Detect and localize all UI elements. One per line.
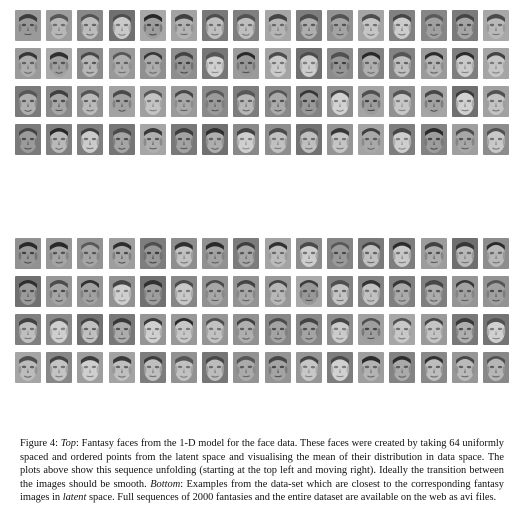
fantasy-face [140,10,166,41]
caption-part-2: : Examples from the data-set which are closest to the corresponding fantasy images in [20,478,504,504]
fantasy-face [15,10,41,41]
nearest-dataset-face [233,238,259,269]
face-row [15,238,509,276]
nearest-dataset-face [296,314,322,345]
nearest-dataset-face [327,238,353,269]
face-row [15,314,509,352]
face-row [15,352,509,390]
fantasy-face [358,124,384,155]
fantasy-face [389,86,415,117]
nearest-dataset-face [171,238,197,269]
nearest-dataset-face [15,276,41,307]
nearest-dataset-face [327,276,353,307]
nearest-dataset-face [452,238,478,269]
nearest-dataset-face [77,314,103,345]
fantasy-face [171,48,197,79]
fantasy-face [452,86,478,117]
fantasy-face [140,86,166,117]
nearest-dataset-face [171,276,197,307]
nearest-dataset-face [483,352,509,383]
nearest-dataset-face [358,276,384,307]
nearest-dataset-face [421,314,447,345]
bottom-label: Bottom [150,478,181,490]
nearest-dataset-face [15,238,41,269]
fantasy-face [358,86,384,117]
nearest-dataset-face [265,352,291,383]
face-row [15,86,509,124]
fantasy-face [140,48,166,79]
fantasy-face [233,10,259,41]
nearest-dataset-face [140,238,166,269]
nearest-dataset-face [296,276,322,307]
nearest-dataset-face [389,276,415,307]
nearest-dataset-face [46,276,72,307]
nearest-dataset-face [483,314,509,345]
nearest-dataset-face [296,238,322,269]
nearest-dataset-face [77,352,103,383]
nearest-dataset-face [202,314,228,345]
nearest-dataset-face [233,314,259,345]
nearest-dataset-face [233,276,259,307]
nearest-dataset-face [389,352,415,383]
fantasy-face [46,124,72,155]
fantasy-face [15,86,41,117]
nearest-dataset-face [327,314,353,345]
fantasy-face [140,124,166,155]
fantasy-face [483,86,509,117]
fantasy-face [421,124,447,155]
nearest-dataset-face [202,238,228,269]
nearest-dataset-face [15,314,41,345]
fantasy-face [171,124,197,155]
nearest-dataset-face [296,352,322,383]
fantasy-face [233,124,259,155]
fantasy-face [77,124,103,155]
fantasy-face [483,10,509,41]
fantasy-face [233,48,259,79]
fantasy-face [327,10,353,41]
fantasy-face [389,124,415,155]
nearest-dataset-face [109,352,135,383]
fantasy-face [296,86,322,117]
fantasy-face [46,10,72,41]
fantasy-face [233,86,259,117]
nearest-dataset-face [358,352,384,383]
nearest-dataset-face [483,276,509,307]
fantasy-face [171,86,197,117]
caption-part-1: : Fantasy faces from the 1-D model for the face data. These faces were created by taking 64 uniformly spaced and ordered points from the latent space and visualising the mean of their distribution in data space. The plots above show this sequence unfolding (starting at the top left and moving right). Ideally the transition between the images should be smooth. [20,438,504,490]
fantasy-face [296,48,322,79]
fantasy-face [358,48,384,79]
fantasy-face [109,48,135,79]
nearest-dataset-face [109,276,135,307]
fantasy-face [483,124,509,155]
fantasy-face [421,10,447,41]
nearest-dataset-face [358,314,384,345]
nearest-dataset-face [452,276,478,307]
nearest-dataset-face [109,314,135,345]
figure-label: Figure 4: [20,438,58,449]
fantasy-face [202,48,228,79]
fantasy-face [265,10,291,41]
fantasy-face [46,48,72,79]
fantasy-face [202,10,228,41]
nearest-dataset-face [202,352,228,383]
fantasy-face [265,86,291,117]
nearest-dataset-face [140,352,166,383]
nearest-dataset-face [421,352,447,383]
nearest-dataset-face [77,276,103,307]
fantasy-face [389,10,415,41]
fantasy-face [202,124,228,155]
latent-word: latent [62,492,87,504]
fantasy-face [327,124,353,155]
fantasy-face [15,48,41,79]
figure-caption [20,437,504,505]
nearest-dataset-face [140,314,166,345]
top-panel-fantasy-faces [15,10,509,162]
bottom-panel-nearest-faces [15,238,509,390]
nearest-dataset-face [483,238,509,269]
fantasy-face [265,48,291,79]
fantasy-face [483,48,509,79]
nearest-dataset-face [265,314,291,345]
nearest-dataset-face [421,238,447,269]
fantasy-face [421,48,447,79]
fantasy-face [109,10,135,41]
fantasy-face [327,48,353,79]
nearest-dataset-face [389,314,415,345]
fantasy-face [296,124,322,155]
nearest-dataset-face [452,352,478,383]
fantasy-face [77,10,103,41]
nearest-dataset-face [421,276,447,307]
nearest-dataset-face [46,352,72,383]
nearest-dataset-face [15,352,41,383]
fantasy-face [327,86,353,117]
fantasy-face [77,86,103,117]
caption-part-3: space. Full sequences of 2000 fantasies and the entire dataset are available on the web as avi files. [86,492,497,504]
fantasy-face [46,86,72,117]
fantasy-face [15,124,41,155]
nearest-dataset-face [46,238,72,269]
fantasy-face [452,48,478,79]
face-row [15,48,509,86]
face-row [15,10,509,48]
nearest-dataset-face [77,238,103,269]
nearest-dataset-face [265,276,291,307]
fantasy-face [452,124,478,155]
fantasy-face [421,86,447,117]
fantasy-face [452,10,478,41]
nearest-dataset-face [358,238,384,269]
nearest-dataset-face [46,314,72,345]
nearest-dataset-face [265,238,291,269]
nearest-dataset-face [109,238,135,269]
face-row [15,124,509,162]
nearest-dataset-face [171,352,197,383]
nearest-dataset-face [202,276,228,307]
fantasy-face [389,48,415,79]
nearest-dataset-face [389,238,415,269]
fantasy-face [358,10,384,41]
nearest-dataset-face [233,352,259,383]
nearest-dataset-face [140,276,166,307]
fantasy-face [109,124,135,155]
nearest-dataset-face [452,314,478,345]
nearest-dataset-face [327,352,353,383]
fantasy-face [202,86,228,117]
fantasy-face [296,10,322,41]
fantasy-face [109,86,135,117]
fantasy-face [265,124,291,155]
face-row [15,276,509,314]
fantasy-face [77,48,103,79]
fantasy-face [171,10,197,41]
nearest-dataset-face [171,314,197,345]
top-label: Top [60,438,76,449]
